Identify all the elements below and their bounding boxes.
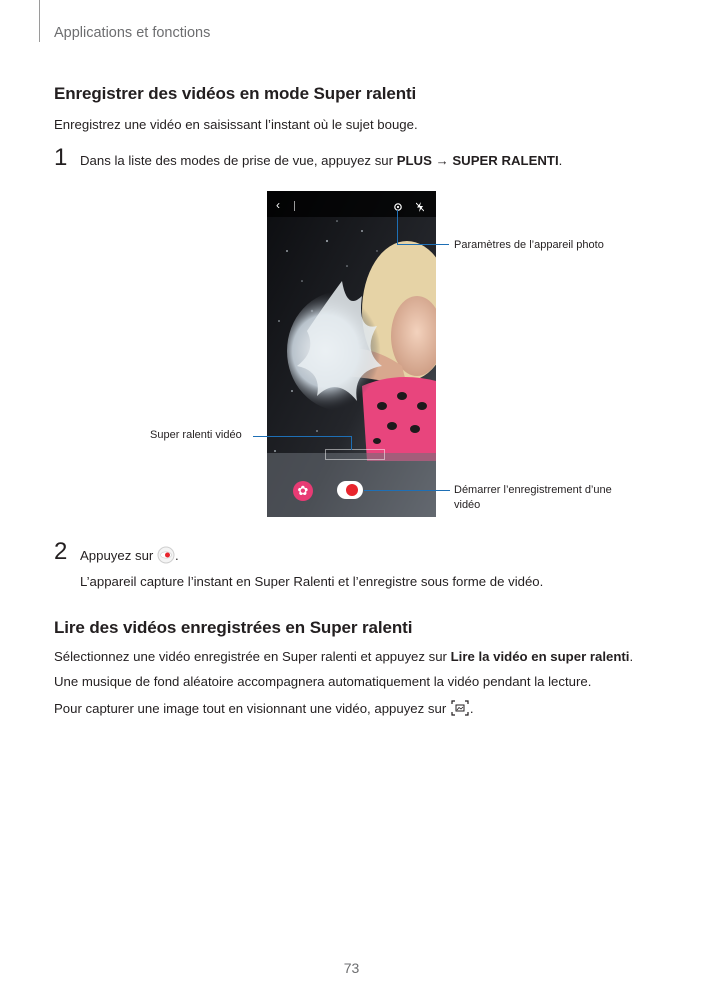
super-slow-motion-area[interactable] xyxy=(325,449,385,460)
callout-line-settings-v xyxy=(397,210,398,244)
step-1-plus: PLUS xyxy=(396,153,432,168)
callout-start-recording-line2: vidéo xyxy=(454,499,481,511)
play-line1-before: Sélectionnez une vidéo enregistrée en Super ralenti et appuyez sur xyxy=(54,649,451,664)
back-chevron-icon[interactable]: ‹ xyxy=(276,198,280,212)
record-super-slow-button[interactable] xyxy=(337,481,363,499)
step-number-1: 1 xyxy=(54,144,68,171)
play-line1-after: . xyxy=(629,649,634,664)
callout-start-recording-line1: Démarrer l’enregistrement d’une xyxy=(454,484,612,496)
play-instructions-line1 xyxy=(54,649,633,664)
step-2-text xyxy=(80,546,179,567)
running-header: Applications et fonctions xyxy=(54,25,211,41)
step-1-arrow: → xyxy=(431,153,453,168)
toolbar-divider xyxy=(294,201,295,211)
step-2-description: L’appareil capture l’instant en Super Ralenti et l’enregistre sous forme de vidéo. xyxy=(80,574,544,589)
callout-line-settings-h xyxy=(397,244,449,245)
step-1-text-before: Dans la liste des modes de prise de vue, appuyez sur xyxy=(80,153,397,168)
play-line3-before: Pour capturer une image tout en visionnant une vidéo, appuyez sur xyxy=(54,700,450,716)
step-1-text xyxy=(80,153,562,168)
step-2-text-before: Appuyez sur xyxy=(80,547,157,563)
settings-gear-icon[interactable] xyxy=(393,202,403,212)
callout-line-superslow-v xyxy=(351,436,352,450)
flash-off-icon[interactable] xyxy=(416,202,424,212)
page-number: 73 xyxy=(343,960,360,976)
header-divider xyxy=(39,0,40,42)
record-dot-icon xyxy=(346,484,358,496)
play-instructions-line2: Une musique de fond aléatoire accompagnera automatiquement la vidéo pendant la lecture. xyxy=(54,674,592,689)
section-heading-record: Enregistrer des vidéos en mode Super ralenti xyxy=(54,84,417,103)
play-line3-after: . xyxy=(469,700,474,716)
effects-flower-icon[interactable]: ✿ xyxy=(293,481,313,501)
capture-frame-icon xyxy=(450,699,470,720)
callout-line-record xyxy=(364,490,450,491)
callout-start-recording xyxy=(454,483,612,513)
step-1-text-after: . xyxy=(558,153,563,168)
step-1-super-ralenti: SUPER RALENTI xyxy=(452,153,559,168)
callout-camera-settings: Paramètres de l’appareil photo xyxy=(454,239,604,251)
record-button-inline-icon xyxy=(157,546,175,567)
step-number-2: 2 xyxy=(54,538,68,565)
play-super-slow-link: Lire la vidéo en super ralenti xyxy=(450,649,630,664)
callout-super-slow-video: Super ralenti vidéo xyxy=(150,429,242,441)
section-heading-play: Lire des vidéos enregistrées en Super ralenti xyxy=(54,618,413,637)
callout-line-superslow-h xyxy=(253,436,351,437)
step-2-text-after: . xyxy=(174,547,179,563)
section-intro: Enregistrez une vidéo en saisissant l’instant où le sujet bouge. xyxy=(54,117,418,132)
camera-screenshot xyxy=(267,191,436,517)
camera-preview-image xyxy=(267,191,436,517)
play-instructions-line3 xyxy=(54,699,474,720)
